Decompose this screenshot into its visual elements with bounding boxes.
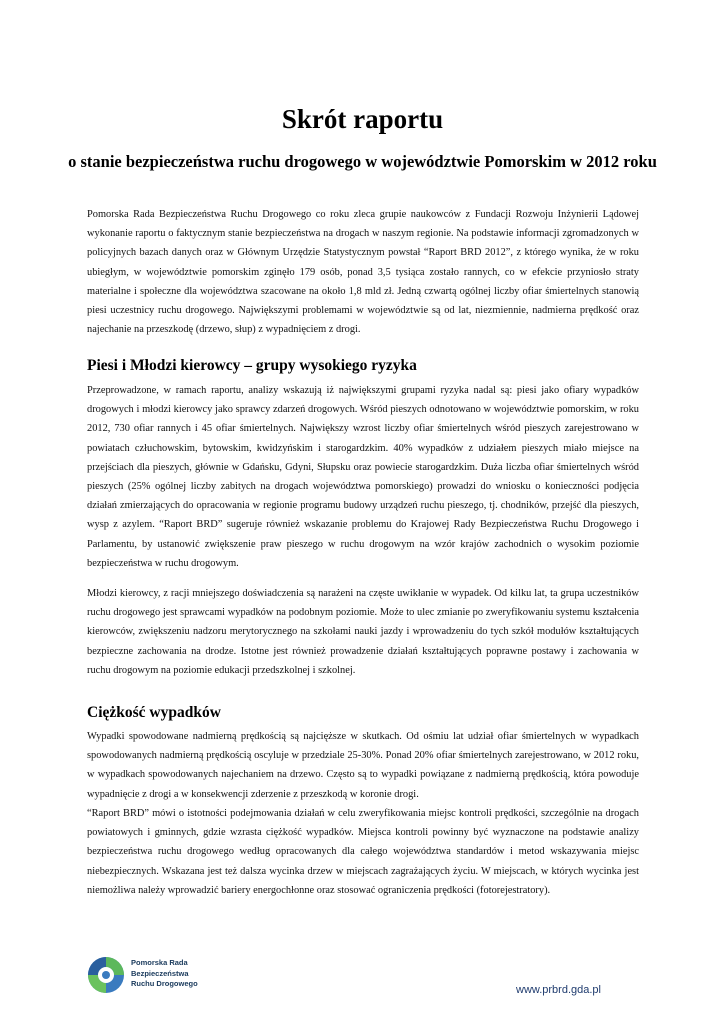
pedestrians-paragraph: Przeprowadzone, w ramach raportu, analizy wskazują iż największymi grupami ryzyka nadal są: piesi jako ofiary wypadków drogowych i młodzi kierowcy jako sprawcy zdarzeń drogowych. Wśród pieszych odnotowano w województwie pomorskim, w roku 2012, 730 ofiar rannych i 45 ofiar śmiertelnych. Największy wzrost liczby ofiar śmiertelnych wśród pieszych zarejestrowano w powiatach człuchowskim, bytowskim, kwidzyńskim i starogardzkim. 40% wypadków z udziałem pieszych miało miejsce na przejściach dla pieszych, głównie w Gdańsku, Gdyni, Słupsku oraz powiecie starogardzkim. Duża liczba ofiar śmiertelnych wśród pieszych (25% ogólnej liczby zabitych na drogach województwa pomorskiego) prowadzi do wniosku o konieczności podjęcia działań zmierzających do opracowania w regionie programu budowy urządzeń ruchu pieszego, tj. chodników, przejść dla pieszych, wysp z azylem. “Raport BRD” sugeruje również wskazanie problemu do Krajowej Rady Bezpieczeństwa Ruchu Drogowego i Parlamentu, by ustanowić zwiększenie praw pieszego w ruchu drogowym na wzór krajów zachodnich o wysokim poziomie bezpieczeństwa w ruchu drogowym. bbox=[87, 385, 639, 569]
section-heading-severity: Ciężkość wypadków bbox=[87, 704, 221, 721]
logo-line-3: Ruchu Drogowego bbox=[131, 979, 198, 988]
footer-url-link[interactable]: www.prbrd.gda.pl bbox=[516, 984, 601, 996]
speed-control-paragraph: “Raport BRD” mówi o istotności podejmowania działań w celu zweryfikowania miejsc kontroli prędkości, szczególnie na drogach powiatowych i gminnych, gdzie wzrasta ciężkość wypadków. Miejsca kontroli powinny być wyznaczone na podstawie analizy bezpieczeństwa ruchu drogowego według opracowanych dla całego województwa standardów i metod wskazywania miejsc niebezpiecznych. Wskazana jest też dalsza wycinka drzew w miejscach zagrażających życiu. W miejscach, w których wycinka jest niemożliwa należy wprowadzić bariery energochłonne oraz stosować ograniczenia prędkości (fotorejestratory). bbox=[87, 808, 639, 896]
section-heading-pedestrians: Piesi i Młodzi kierowcy – grupy wysokiego ryzyka bbox=[87, 357, 417, 374]
prbrd-logo-icon bbox=[86, 955, 126, 995]
logo-line-2: Bezpieczeństwa bbox=[131, 968, 189, 978]
page-title: Skrót raportu bbox=[281, 104, 444, 134]
prbrd-logo bbox=[86, 955, 216, 995]
severity-paragraph: Wypadki spowodowane nadmierną prędkością są najcięższe w skutkach. Od ośmiu lat udział ofiar śmiertelnych w wypadkach spowodowanych nadmierną prędkością oscyluje w przedziale 25-30%. Ponad 20% ofiar śmiertelnych zarejestrowano, w 2012 roku, w wypadkach spowodowanych najechaniem na drzewo. Często są to wypadki powiązane z nadmierną prędkością, która powoduje wypadnięcie z drogi a w konsekwencji zderzenie z przeszkodą w koronie drogi. bbox=[87, 731, 639, 800]
logo-line-1: Pomorska Rada bbox=[131, 958, 188, 967]
young-drivers-paragraph: Młodzi kierowcy, z racji mniejszego doświadczenia są narażeni na częste uwikłanie w wypadek. Od kilku lat, ta grupa uczestników ruchu drogowego jest sprawcami wypadków na podobnym poziomie. Może to ulec zmianie po zweryfikowaniu systemu kształcenia kierowców, zwiększeniu nadzoru merytorycznego na szkołami nauki jazdy i wprowadzeniu do tych szkół modułów kształtujących bezpieczne zachowania na drodze. Istotne jest również prowadzenie działań kształtujących poprawne postawy i zachowania w ruchu drogowym na poziomie edukacji przedszkolnej i szkolnej. bbox=[87, 588, 639, 676]
intro-paragraph: Pomorska Rada Bezpieczeństwa Ruchu Drogowego co roku zleca grupie naukowców z Fundacji Rozwoju Inżynierii Lądowej wykonanie raportu o faktycznym stanie bezpieczeństwa na drogach w naszym regionie. Na podstawie informacji zgromadzonych w policyjnych bazach danych oraz w Głównym Urzędzie Statystycznym powstał “Raport BRD 2012”, z którego wynika, że w roku ubiegłym, w województwie pomorskim zginęło 179 osób, ponad 3,5 tysiąca zostało rannych, co w efekcie przyniosło straty materialne i społeczne dla województwa szacowane na około 1,8 mld zł. Jedną czwartą ogólnej liczby ofiar śmiertelnych stanowią piesi uczestnicy ruchu drogowego. Największymi problemami w województwie są od lat, niezmiennie, nadmierna prędkość oraz najechanie na przeszkodę (drzewo, słup) z wypadnięciem z drogi. bbox=[87, 209, 639, 336]
page-subtitle: o stanie bezpieczeństwa ruchu drogowego w województwie Pomorskim w 2012 roku bbox=[68, 152, 657, 171]
logo-text bbox=[131, 958, 198, 990]
